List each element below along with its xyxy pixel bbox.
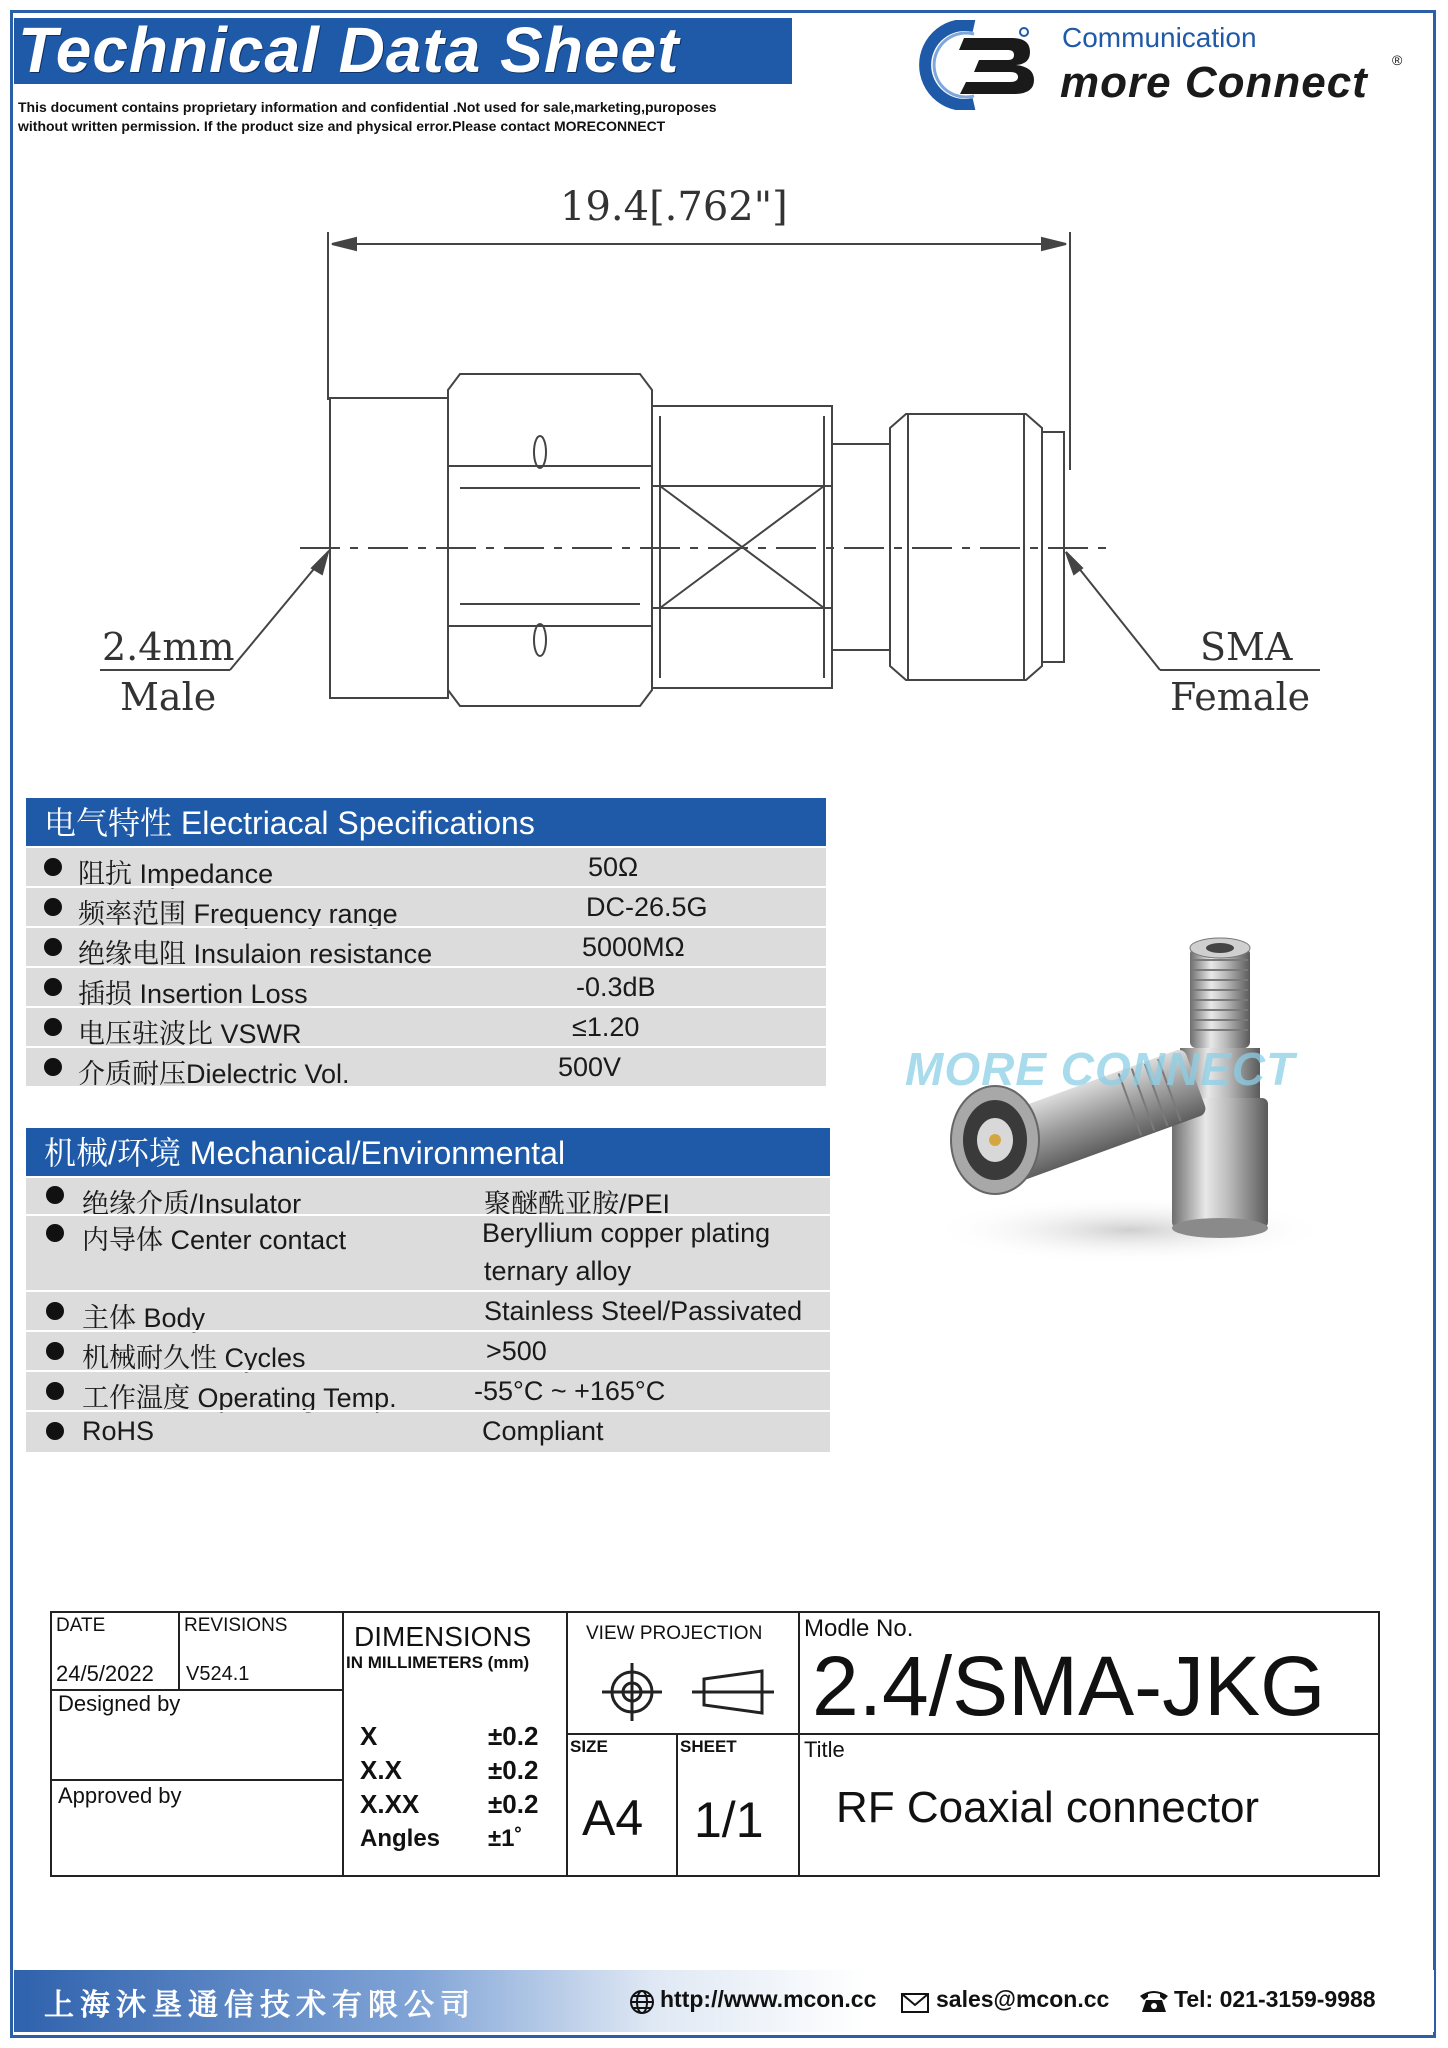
spec-label: 频率范围 Frequency range [78,899,398,929]
bullet-icon [44,898,62,916]
bullet-icon [46,1186,64,1204]
model-number-label: Modle No. [804,1615,914,1642]
spec-value: -0.3dB [576,972,656,1002]
spec-value: 50Ω [588,852,639,882]
bullet-icon [46,1382,64,1400]
table-row [26,1410,830,1452]
globe-icon [628,1988,656,2016]
mechanical-spec-section [26,1128,830,1452]
table-row [26,1330,830,1373]
bullet-icon [44,1018,62,1036]
bullet-icon [46,1302,64,1320]
bullet-icon [44,978,62,996]
spec-value: 500V [558,1052,622,1082]
date-label: DATE [56,1615,106,1636]
footer-website-link[interactable]: http://www.mcon.cc [660,1986,877,2012]
spec-label: 绝缘电阻 Insulaion resistance [78,939,433,969]
document-title: Technical Data Sheet [18,14,680,86]
revisions-value: V524.1 [186,1663,250,1685]
spec-label: 工作温度 Operating Temp. [82,1383,397,1413]
bullet-icon [46,1422,64,1440]
spec-value: Beryllium copper plating [482,1218,771,1248]
left-end-type: 2.4mm [102,625,235,669]
registered-mark: ® [1392,52,1403,68]
right-end-type: SMA [1200,625,1293,669]
left-end-gender: Male [120,675,217,719]
table-row [26,886,826,929]
bullet-icon [44,1058,62,1076]
tolerance-key: X [360,1721,378,1751]
dimensions-label: DIMENSIONS [354,1621,532,1652]
table-row [26,926,826,969]
tolerance-value: ±0.2 [488,1721,539,1751]
spec-value: Stainless Steel/Passivated [484,1296,803,1326]
spec-label: 绝缘介质/Insulator [82,1189,302,1219]
spec-label: 主体 Body [82,1303,206,1333]
electrical-spec-heading: 电气特性 Electriacal Specifications [26,798,826,846]
company-name: more Connect [1060,58,1368,107]
table-row [26,1176,830,1219]
company-tagline: Communication [1062,22,1257,53]
table-row [26,966,826,1009]
title-block [50,1611,1380,1877]
bullet-icon [46,1342,64,1360]
photo-watermark: MORE CONNECT [905,1043,1296,1095]
spec-value: ≤1.20 [572,1012,640,1042]
spec-value: 聚醚酰亚胺/PEI [484,1189,671,1219]
tolerance-key: X.XX [360,1789,420,1819]
tolerance-key: Angles [360,1825,441,1852]
spec-value: 5000MΩ [582,932,685,962]
product-title: RF Coaxial connector [836,1783,1260,1832]
designed-by-label: Designed by [58,1691,181,1716]
table-row [26,1290,830,1333]
bullet-icon [44,938,62,956]
table-row [26,1370,830,1413]
model-number: 2.4/SMA-JKG [812,1639,1326,1733]
mechanical-spec-table [26,1176,830,1452]
title-label: Title [804,1737,845,1762]
notice-line-2: without written permission. If the product size and physical error.Please contact MORECONNECT [18,118,666,134]
footer-company-name: 上海沐垦通信技术有限公司 [44,1988,476,2023]
overall-length-dimension: 19.4[.762"] [560,184,788,230]
revisions-label: REVISIONS [184,1615,288,1636]
table-row [26,846,826,889]
spec-label: 介质耐压Dielectric Vol. [78,1059,350,1089]
date-value: 24/5/2022 [56,1661,154,1686]
electrical-spec-table [26,846,826,1089]
table-row [26,1046,826,1089]
dimensions-unit: IN MILLIMETERS (mm) [346,1653,530,1672]
spec-value: >500 [486,1336,547,1366]
spec-value: -55°C ~ +165°C [474,1376,666,1406]
telephone-icon [1138,1988,1170,2014]
tolerance-value: ±0.2 [488,1789,539,1819]
footer-telephone: Tel: 021-3159-9988 [1174,1986,1376,2012]
view-projection-label: VIEW PROJECTION [586,1623,763,1644]
spec-label: 内导体 Center contact [82,1225,347,1255]
tolerance-key: X.X [360,1755,402,1785]
spec-value: DC-26.5G [586,892,708,922]
electrical-spec-section [26,798,826,1089]
spec-label: 阻抗 Impedance [78,859,274,889]
approved-by-label: Approved by [58,1783,182,1808]
mechanical-spec-heading: 机械/环境 Mechanical/Environmental [26,1128,830,1176]
tolerance-value: ±0.2 [488,1755,539,1785]
confidentiality-notice [18,98,808,136]
size-value: A4 [582,1790,644,1846]
connector-drawing [60,170,1360,730]
table-row [26,1214,830,1290]
footer-email-link[interactable]: sales@mcon.cc [936,1986,1110,2012]
spec-label: 电压驻波比 VSWR [78,1019,302,1049]
size-label: SIZE [570,1737,608,1756]
bullet-icon [46,1224,64,1242]
company-logo-icon [912,20,1052,110]
spec-label: 插损 Insertion Loss [78,979,308,1009]
right-end-gender: Female [1170,675,1311,719]
sheet-label: SHEET [680,1737,737,1756]
tolerance-value: ±1˚ [488,1825,523,1852]
spec-value: Compliant [482,1416,604,1446]
projection-symbol-icon [592,1657,792,1727]
spec-label: 机械耐久性 Cycles [82,1343,306,1373]
sheet-value: 1/1 [694,1792,764,1848]
table-row [26,1006,826,1049]
mail-icon [900,1992,930,2014]
notice-line-1: This document contains proprietary information and confidential .Not used for sale,marketing,puroposes [18,99,717,115]
spec-label: RoHS [82,1416,155,1446]
spec-value-continued: ternary alloy [484,1256,632,1286]
bullet-icon [44,858,62,876]
